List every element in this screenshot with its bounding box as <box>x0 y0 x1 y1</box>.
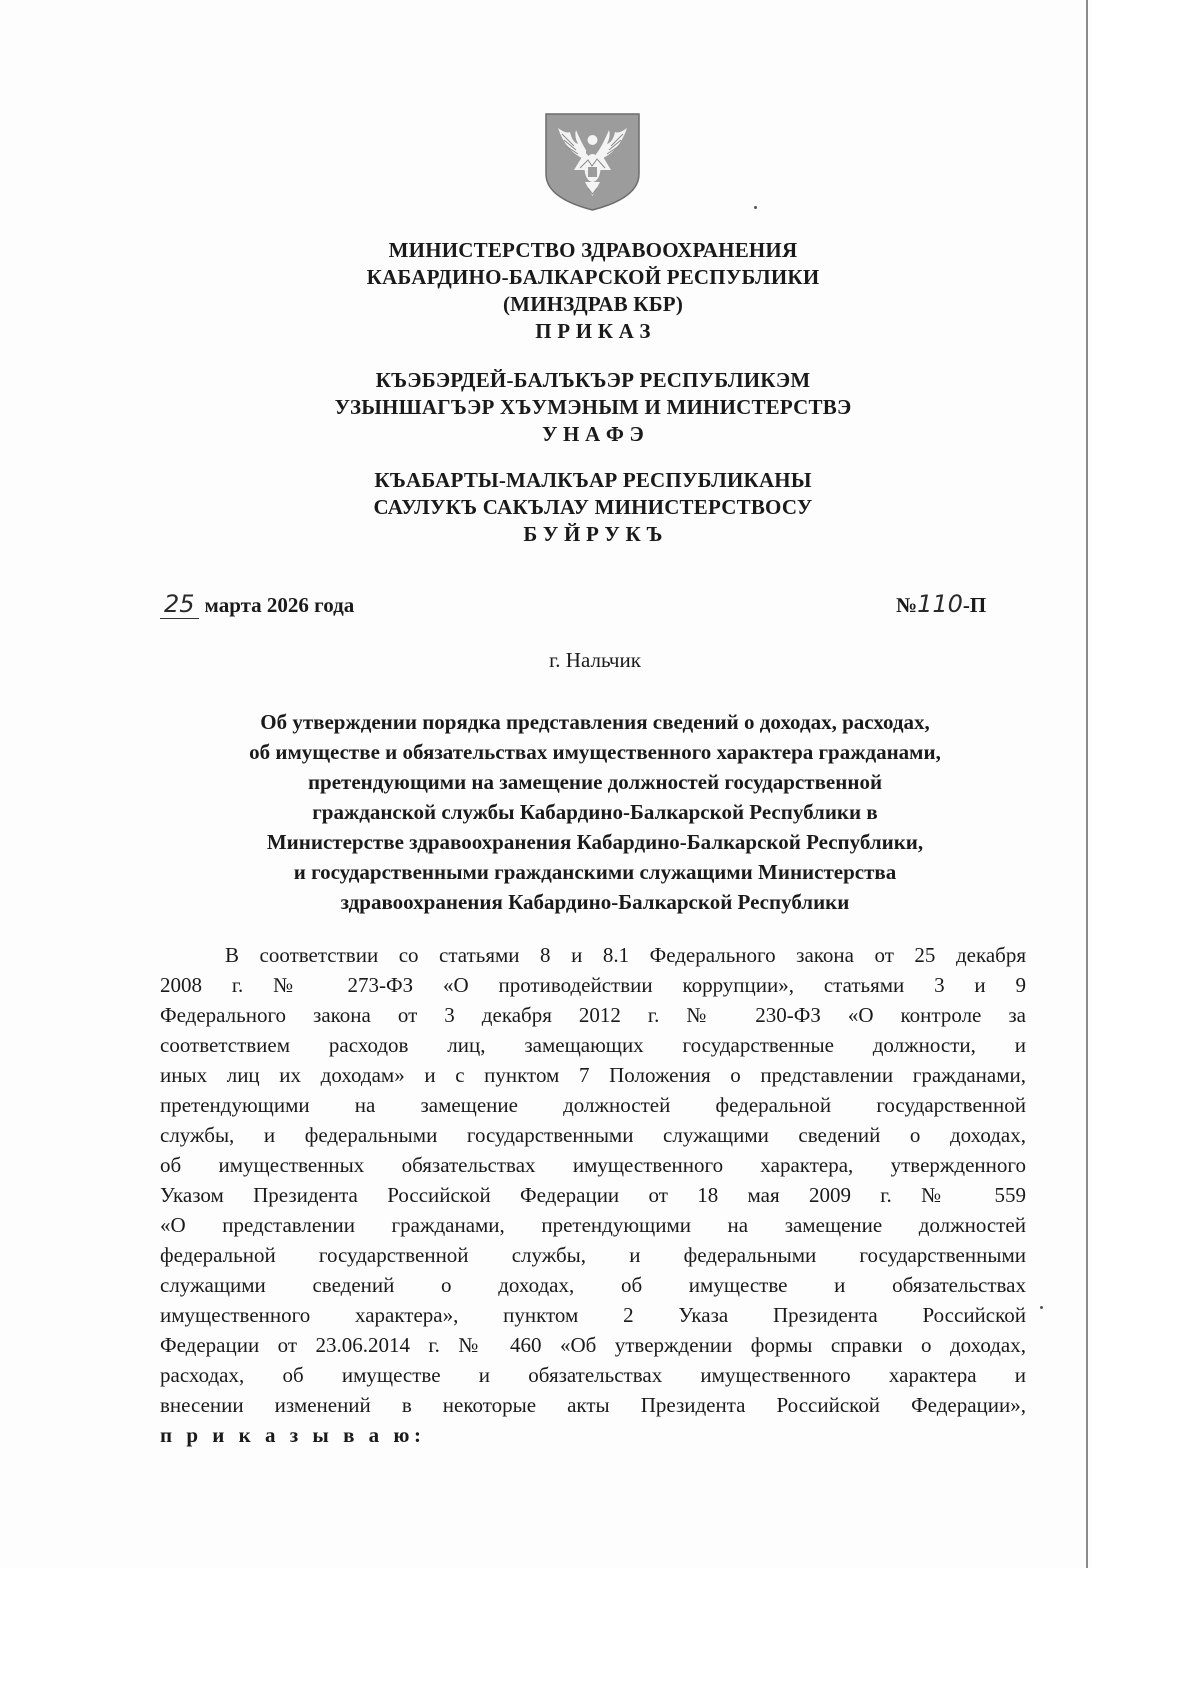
order-date <box>160 590 354 619</box>
body-line: претендующими на замещение должностей федеральной государственной <box>160 1093 1026 1117</box>
body-line: об имущественных обязательствах имущественного характера, утвержденного <box>160 1153 1026 1177</box>
body-line: федеральной государственной службы, и федеральными государственными <box>160 1243 1026 1267</box>
title-line: об имуществе и обязательствах имущественного характера гражданами, <box>249 740 941 764</box>
body-line: соответствием расходов лиц, замещающих государственные должности, и <box>160 1033 1026 1057</box>
header-krc-line-1: КЪАБАРТЫ-МАЛКЪАР РЕСПУБЛИКАНЫ <box>374 468 812 492</box>
body-line: Федерации от 23.06.2014 г. № 460 «Об утверждении формы справки о доходах, <box>160 1333 1026 1357</box>
scan-edge <box>1086 0 1088 1568</box>
header-kbd-order-word: У Н А Ф Э <box>542 422 644 446</box>
coat-of-arms-icon <box>544 112 641 212</box>
title-line: претендующими на замещение должностей государственной <box>307 770 883 794</box>
body-line: В соответствии со статьями 8 и 8.1 Федерального закона от 25 декабря <box>225 943 1026 967</box>
body-line: иных лиц их доходам» и с пунктом 7 Положения о представлении гражданами, <box>160 1063 1026 1087</box>
title-line: Об утверждении порядка представления сведений о доходах, расходах, <box>260 710 930 734</box>
header-kbd-line-1: КЪЭБЭРДЕЙ-БАЛЪКЪЭР РЕСПУБЛИКЭМ <box>375 368 811 392</box>
order-number-prefix: № <box>896 593 918 617</box>
body-line: Федерального закона от 3 декабря 2012 г. № 230-ФЗ «О контроле за <box>160 1003 1026 1027</box>
header-ru-line-2: КАБАРДИНО-БАЛКАРСКОЙ РЕСПУБЛИКИ <box>366 265 820 289</box>
order-city: г. Нальчик <box>549 648 641 672</box>
body-line: «О представлении гражданами, претендующими на замещение должностей <box>160 1213 1026 1237</box>
title-line: Министерстве здравоохранения Кабардино-Балкарской Республики, <box>266 830 924 854</box>
order-number-handwritten: 110 <box>917 590 963 618</box>
order-closing-word: п р и к а з ы в а ю: <box>160 1423 426 1447</box>
body-line: службы, и федеральными государственными служащими сведений о доходах, <box>160 1123 1026 1147</box>
scan-margin <box>1092 0 1102 1568</box>
scan-speck <box>1040 1306 1043 1309</box>
header-kbd-line-2: УЗЫНШАГЪЭР ХЪУМЭНЫМ И МИНИСТЕРСТВЭ <box>334 395 852 419</box>
title-line: и государственными гражданскими служащими Министерства <box>293 860 897 884</box>
header-ru-order-word: П Р И К А З <box>535 319 651 343</box>
header-ru-line-1: МИНИСТЕРСТВО ЗДРАВООХРАНЕНИЯ <box>388 238 798 262</box>
header-ru <box>42 237 1144 345</box>
body-line: 2008 г. № 273-ФЗ «О противодействии коррупции», статьями 3 и 9 <box>160 973 1026 997</box>
header-ru-line-3: (МИНЗДРАВ КБР) <box>502 292 684 316</box>
document-body <box>160 940 1026 1450</box>
body-line: внесении изменений в некоторые акты Президента Российской Федерации», <box>160 1393 1026 1417</box>
header-krc <box>42 467 1144 548</box>
scan-speck <box>754 206 757 209</box>
body-line: служащими сведений о доходах, об имуществе и обязательствах <box>160 1273 1026 1297</box>
body-line: имущественного характера», пунктом 2 Указа Президента Российской <box>160 1303 1026 1327</box>
header-krc-order-word: Б У Й Р У К Ъ <box>523 522 663 546</box>
title-line: здравоохранения Кабардино-Балкарской Республики <box>340 890 850 914</box>
header-kbd <box>42 367 1144 448</box>
order-number <box>896 590 986 618</box>
order-date-text: марта 2026 года <box>204 593 355 617</box>
order-day-handwritten: 25 <box>160 590 199 619</box>
body-line: расходах, об имуществе и обязательствах имущественного характера и <box>160 1363 1026 1387</box>
body-line: Указом Президента Российской Федерации от 18 мая 2009 г. № 559 <box>160 1183 1026 1207</box>
document-title <box>150 707 1040 917</box>
title-line: гражданской службы Кабардино-Балкарской Республики в <box>312 800 878 824</box>
header-krc-line-2: САУЛУКЪ САКЪЛАУ МИНИСТЕРСТВОСУ <box>373 495 813 519</box>
order-number-suffix: -П <box>962 593 987 617</box>
